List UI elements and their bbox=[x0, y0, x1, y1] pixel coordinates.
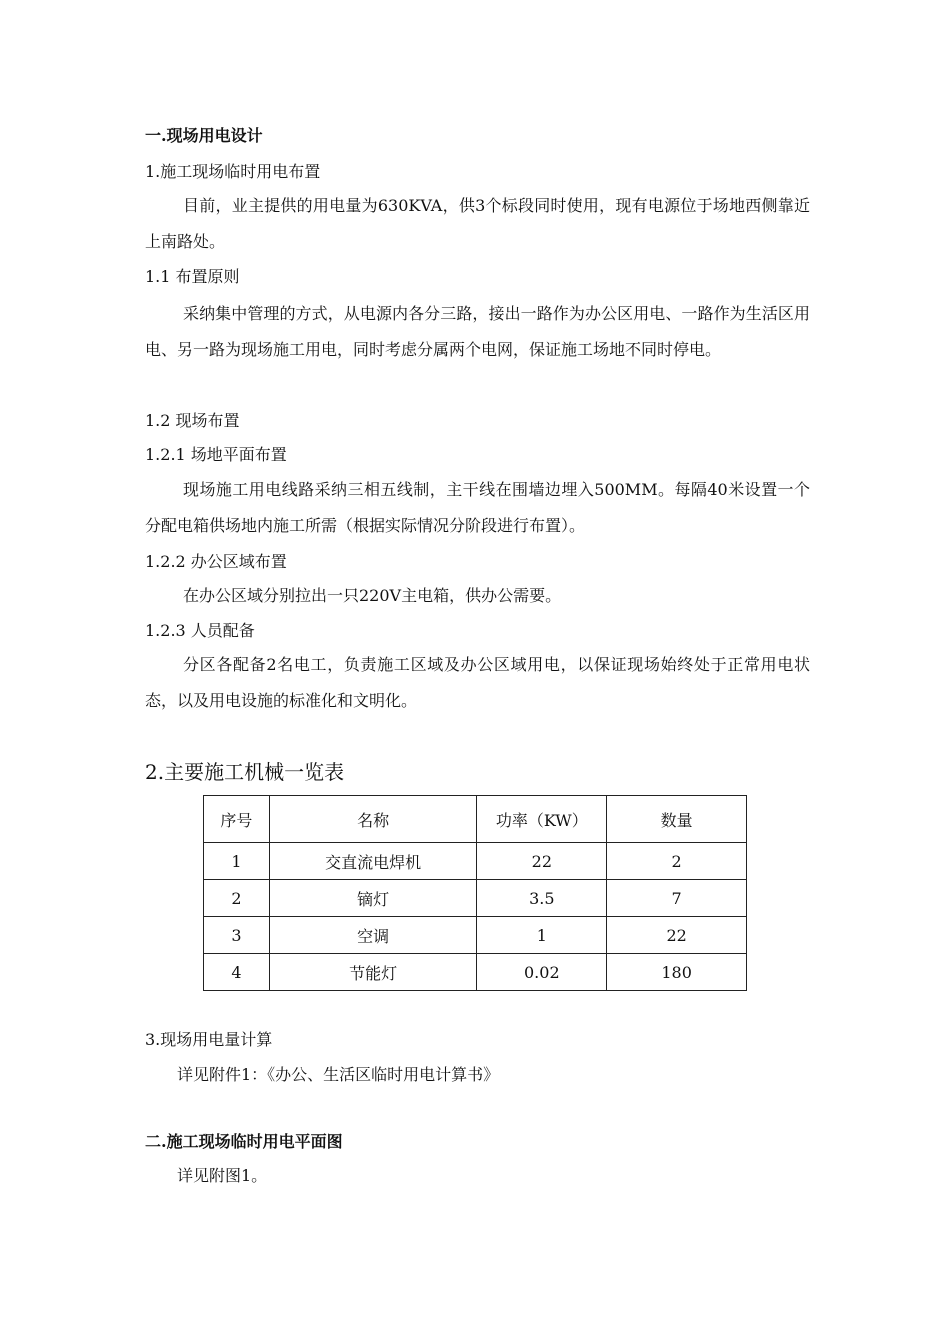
paragraph-site-plan-layout: 现场施工用电线路采纳三相五线制，主干线在围墙边埋入500MM。每隔40米设置一个分配电箱供场地内施工所需（根据实际情况分阶段进行布置）。 bbox=[145, 480, 810, 535]
heading-staffing: 1.2.3 人员配备 bbox=[145, 621, 255, 640]
heading-temporary-power-layout: 1.施工现场临时用电布置 bbox=[145, 162, 321, 181]
table-cell: 22 bbox=[477, 843, 607, 880]
table-cell: 22 bbox=[607, 917, 747, 954]
paragraph-power-supply: 目前，业主提供的用电量为630KVA，供3个标段同时使用，现有电源位于场地西侧靠近上南路处。 bbox=[145, 196, 810, 251]
table-cell: 4 bbox=[204, 954, 270, 991]
table-cell: 节能灯 bbox=[269, 954, 477, 991]
table-row bbox=[204, 843, 747, 880]
table-cell: 2 bbox=[607, 843, 747, 880]
table-row bbox=[204, 954, 747, 991]
paragraph-layout-principle: 采纳集中管理的方式，从电源内各分三路，接出一路作为办公区用电、一路作为生活区用电、另一路为现场施工用电，同时考虑分属两个电网，保证施工场地不同时停电。 bbox=[145, 304, 810, 359]
heading-site-power-design: 一.现场用电设计 bbox=[145, 126, 263, 145]
heading-layout-principle: 1.1 布置原则 bbox=[145, 267, 240, 286]
machinery-table bbox=[203, 795, 747, 991]
table-cell: 镝灯 bbox=[269, 880, 477, 917]
table-cell: 3.5 bbox=[477, 880, 607, 917]
table-header-cell: 数量 bbox=[607, 796, 747, 843]
table-cell: 1 bbox=[204, 843, 270, 880]
paragraph-power-calculation: 详见附件1：《办公、生活区临时用电计算书》 bbox=[177, 1065, 500, 1084]
heading-machinery-list: 2.主要施工机械一览表 bbox=[145, 760, 345, 784]
table-header-cell: 序号 bbox=[204, 796, 270, 843]
table-cell: 空调 bbox=[269, 917, 477, 954]
table-row bbox=[204, 917, 747, 954]
table-cell: 2 bbox=[204, 880, 270, 917]
table-cell: 0.02 bbox=[477, 954, 607, 991]
heading-power-calculation: 3.现场用电量计算 bbox=[145, 1030, 273, 1049]
table-header-cell: 功率（KW） bbox=[477, 796, 607, 843]
table-cell: 1 bbox=[477, 917, 607, 954]
heading-site-layout: 1.2 现场布置 bbox=[145, 411, 240, 430]
table-cell: 7 bbox=[607, 880, 747, 917]
table-header-row bbox=[204, 796, 747, 843]
paragraph-office-area-layout: 在办公区域分别拉出一只220V主电箱，供办公需要。 bbox=[183, 586, 562, 605]
paragraph-power-plan-drawing: 详见附图1。 bbox=[177, 1166, 268, 1185]
table-cell: 180 bbox=[607, 954, 747, 991]
table-row bbox=[204, 880, 747, 917]
table-cell: 交直流电焊机 bbox=[269, 843, 477, 880]
heading-office-area-layout: 1.2.2 办公区域布置 bbox=[145, 552, 287, 571]
table-header-cell: 名称 bbox=[269, 796, 477, 843]
table-cell: 3 bbox=[204, 917, 270, 954]
heading-power-plan-drawing: 二.施工现场临时用电平面图 bbox=[145, 1132, 343, 1151]
paragraph-staffing: 分区各配备2名电工，负责施工区域及办公区域用电，以保证现场始终处于正常用电状态，以及用电设施的标准化和文明化。 bbox=[145, 655, 810, 710]
heading-site-plan-layout: 1.2.1 场地平面布置 bbox=[145, 445, 287, 464]
